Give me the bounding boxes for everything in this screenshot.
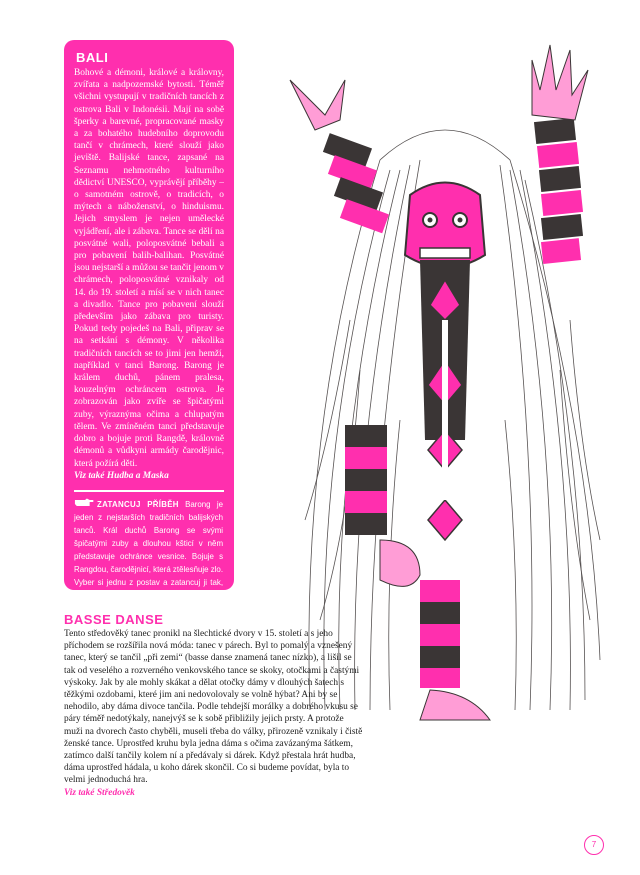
basse-see-also: Viz také Středověk <box>64 787 135 798</box>
bali-box <box>64 40 234 613</box>
tip-title: ZATANCUJ PŘÍBĚH <box>97 498 179 509</box>
pointing-hand-icon <box>74 498 94 511</box>
bali-text: Bohové a démoni, králové a královny, zvířata a nadpozemské bytosti. Téměř všichni vystupují v tradičních tancích z ostrova Bali v Indonésii. Mají na sobě šperky a barevné, propracované masky a za bohatého hudebního doprovodu tančí v chrámech, které slouží jako jeviště. Balijské tance, zapsané na Seznamu nehmotného kulturního dědictví UNESCO, vyprávějí příběhy – o samotném ostrově, o tradicích, o mýtech a náboženství, o hinduismu. Jejich smyslem je nejen umělecké vyjádření, ale i zábava. Tance se dělí na posvátné wali, poloposvátné bebali a pro pobavení balih-balihan. Posvátné jsou nejstarší a můžou se tančit jenom v chrámech, poloposvátné vznikaly od 14. do 19. století a mísí se v nich tanec a divadlo. Tance pro pobavení slouží především jako zábava pro turisty. Pokud tedy pojedeš na Bali, připrav se na setkání s démony. V několika tradičních tancích se to jimi jen hemží, například v tanci Barong. Barong je králem duchů, pánem pralesa, kouzelným ochráncem ostrova. Je zobrazován jako zvíře se špičatými zuby, výraznýma očima a chlupatým tělem. Ve zmíněném tanci představuje dobro a bojuje proti Rangdě, královně démonů a vůdkyni armády čarodějnic, která požírá děti. <box>74 68 224 469</box>
divider <box>74 490 224 492</box>
tip-body: Barong je jeden z nejstarších tradičních balijských tanců. Král duchů Barong se svými špičatými zuby a dlouhou kšticí v něm představuje ochránce vesnice. Bojuje s Rangdou, čarodějnicí, která ztělesňuje zlo. Vyber si jednu z postav a zatancuj ji tak, aby bylo poznat, jestli bojuješ na straně dobra, nebo zla. <box>74 498 224 613</box>
bali-title: BALI <box>76 50 109 65</box>
basse-danse-section <box>64 612 364 799</box>
tip-text <box>74 498 223 615</box>
basse-text: Tento středověký tanec pronikl na šlechtické dvory v 15. století a s jeho příchodem se rozšířila nová móda: tanec v párech. Byl to pomalý a vznešený tanec, který se tančil „při zemi“ (basse danse znamená tanec nízko), a lišil se tak od veselého a rozverného venkovského tance se skoky, otočkami a častými výskoky. Jak by ale mohly skákat a dělat otočky dámy v dlouhých šatech s těžkými ozdobami, které jim ani nedovolovaly se volně hýbat? Ani by se nehodilo, aby dáma divoce tančila. Podle tehdejší morálky a dobrého vkusu se páry téměř nedotýkaly, nanejvýš se k sobě přibližily jejich prsty. A protože muži na dvorech často chyběli, museli třeba do války, přirozeně vznikaly i čistě ženské tance. Uprostřed kruhu byla jedna dáma s očima zavázanýma šátkem, zatímco další tančily kolem ní a předávaly si dárek. Když přestala hrát hudba, dáma uprostřed hádala, u koho dárek skončil. Co si budeme povídat, byla to velmi jednoduchá hra. <box>64 629 363 786</box>
basse-title: BASSE DANSE <box>64 612 164 627</box>
page-number: 7 <box>584 835 604 855</box>
bali-see-also: Viz také Hudba a Maska <box>74 470 169 481</box>
